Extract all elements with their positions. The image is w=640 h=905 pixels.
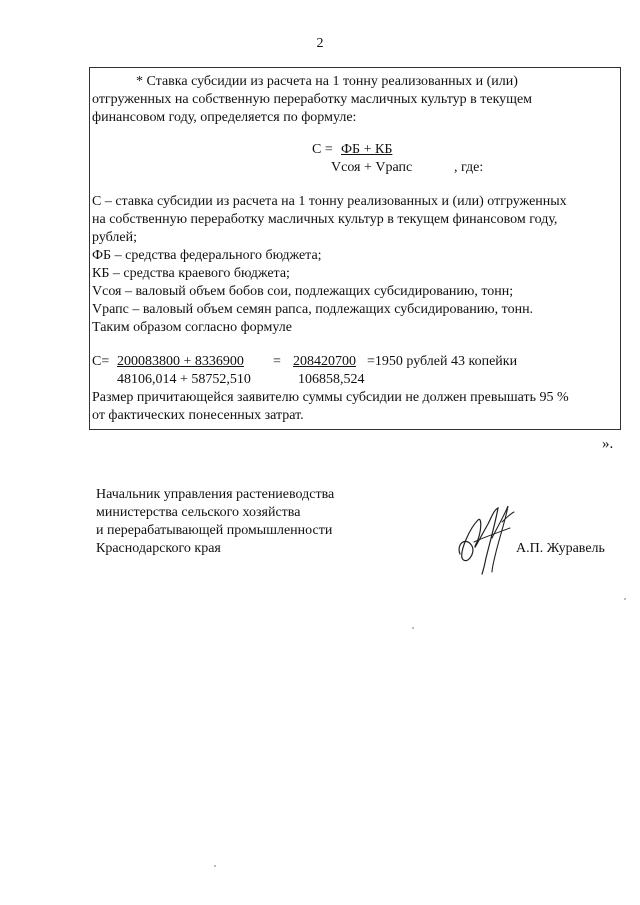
calc-numerator-2: 208420700 [293,354,356,369]
page-number: 2 [316,36,324,51]
calc-result: =1950 рублей 43 копейки [367,354,518,369]
handwritten-signature [452,498,522,576]
signatory-title-line: и перерабатывающей промышленности [96,523,333,538]
signatory-title-line: министерства сельского хозяйства [96,505,301,520]
signatory-title-line: Краснодарского края [96,541,221,556]
formula-numerator: ФБ + КБ [341,142,393,157]
signatory-title-line: Начальник управления растениеводства [96,487,335,502]
formula-lhs: С = [312,142,333,157]
scan-speck [214,865,216,867]
calc-denominator-1: 48106,014 + 58752,510 [117,372,251,387]
formula-denominator: Vсоя + Vрапс [331,160,413,175]
calc-lhs: С= [92,354,110,369]
footnote-intro-line-3: финансовом году, определяется по формуле: [92,110,357,125]
scan-speck [624,598,626,600]
footnote-box [89,67,621,430]
definition-line: ФБ – средства федерального бюджета; [92,248,322,263]
definition-line: рублей; [92,230,137,245]
footnote-intro-line-1: * Ставка субсидии из расчета на 1 тонну реализованных и (или) [136,74,518,89]
definition-line: КБ – средства краевого бюджета; [92,266,290,281]
definition-line: на собственную переработку масличных культур в текущем финансовом году, [92,212,558,227]
definition-line: Таким образом согласно формуле [92,320,292,335]
calc-numerator-1: 200083800 + 8336900 [117,354,244,369]
closing-line: Размер причитающейся заявителю суммы субсидии не должен превышать 95 % [92,390,569,405]
formula-suffix: , где: [454,160,484,175]
signatory-title [96,486,334,558]
footnote-intro-line-2: отгруженных на собственную переработку масличных культур в текущем [92,92,533,107]
signer-name: А.П. Журавель [516,541,605,556]
calc-denominator-2: 106858,524 [298,372,365,387]
calc-equals: = [273,354,281,369]
definition-line: С – ставка субсидии из расчета на 1 тонну реализованных и (или) отгруженных [92,194,567,209]
scan-speck [412,627,414,629]
closing-quote: ». [602,436,614,452]
definition-line: Vсоя – валовый объем бобов сои, подлежащих субсидированию, тонн; [92,284,514,299]
definition-line: Vрапс – валовый объем семян рапса, подлежащих субсидированию, тонн. [92,302,534,317]
closing-line: от фактических понесенных затрат. [92,408,304,423]
